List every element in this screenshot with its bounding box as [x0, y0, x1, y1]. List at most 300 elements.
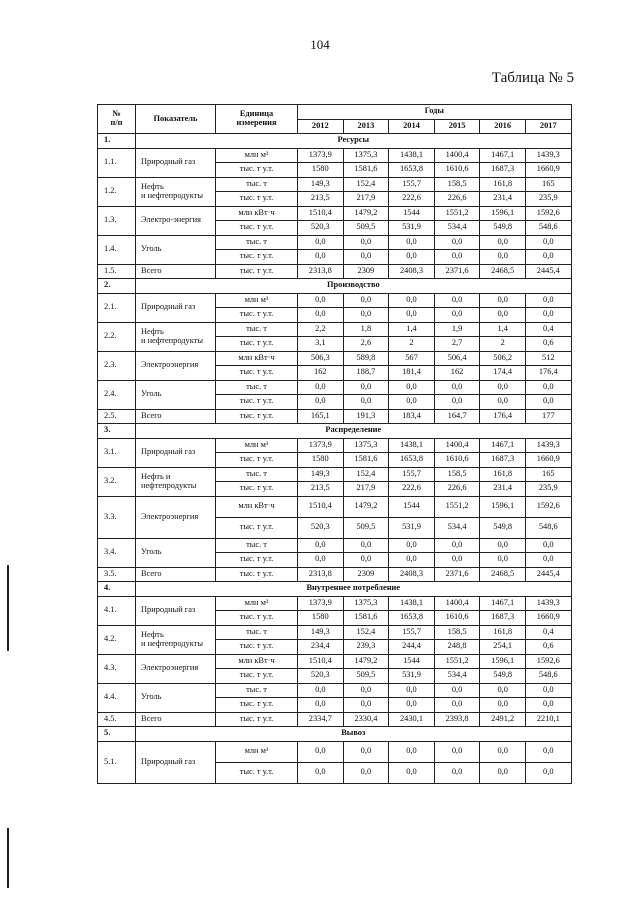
value-cell: 1660,9	[525, 163, 571, 178]
value-cell: 2408,3	[389, 264, 435, 279]
unit-cell: млн м³	[216, 293, 298, 308]
unit-cell: млн м³	[216, 741, 298, 762]
value-cell: 0,0	[298, 380, 344, 395]
value-cell: 2445,4	[525, 567, 571, 582]
value-cell: 176,4	[525, 366, 571, 381]
value-cell: 0,0	[525, 538, 571, 553]
table-row	[98, 148, 572, 163]
section-number: 2.	[98, 279, 136, 294]
value-cell: 222,6	[389, 482, 435, 497]
indicator-name: Электроэнергия	[136, 654, 216, 683]
value-cell: 2313,8	[298, 567, 344, 582]
value-cell: 2445,4	[525, 264, 571, 279]
unit-cell: тыс. т у.т.	[216, 712, 298, 727]
value-cell: 1653,8	[389, 163, 435, 178]
value-cell: 1610,6	[434, 163, 480, 178]
value-cell: 0,0	[298, 308, 344, 323]
value-cell: 0,0	[343, 250, 389, 265]
value-cell: 0,0	[298, 250, 344, 265]
value-cell: 0,0	[389, 698, 435, 713]
value-cell: 1375,3	[343, 438, 389, 453]
item-number: 1.1.	[98, 148, 136, 177]
table-row	[98, 683, 572, 698]
value-cell: 0,0	[298, 698, 344, 713]
value-cell: 2,7	[434, 337, 480, 352]
value-cell: 0,0	[525, 762, 571, 783]
indicator-name: Природный газ	[136, 148, 216, 177]
value-cell: 0,0	[389, 293, 435, 308]
value-cell: 191,3	[343, 409, 389, 424]
value-cell: 217,9	[343, 482, 389, 497]
value-cell: 1,9	[434, 322, 480, 337]
value-cell: 165	[525, 467, 571, 482]
table-row	[98, 712, 572, 727]
value-cell: 1581,6	[343, 453, 389, 468]
indicator-name: Нефть и нефтепродукты	[136, 625, 216, 654]
value-cell: 2468,5	[480, 264, 526, 279]
unit-cell: тыс. т у.т.	[216, 482, 298, 497]
value-cell: 1580	[298, 453, 344, 468]
value-cell: 217,9	[343, 192, 389, 207]
value-cell: 0,0	[434, 250, 480, 265]
value-cell: 1375,3	[343, 596, 389, 611]
value-cell: 0,0	[343, 683, 389, 698]
value-cell: 2,6	[343, 337, 389, 352]
value-cell: 2491,2	[480, 712, 526, 727]
value-cell: 1400,4	[434, 438, 480, 453]
value-cell: 152,4	[343, 177, 389, 192]
value-cell: 2334,7	[298, 712, 344, 727]
value-cell: 239,3	[343, 640, 389, 655]
value-cell: 549,8	[480, 517, 526, 538]
indicator-name: Нефть и нефтепродукты	[136, 177, 216, 206]
value-cell: 234,4	[298, 640, 344, 655]
value-cell: 162	[434, 366, 480, 381]
unit-cell: тыс. т у.т.	[216, 192, 298, 207]
page-number: 104	[310, 37, 330, 52]
value-cell: 0,0	[480, 308, 526, 323]
value-cell: 0,0	[343, 698, 389, 713]
value-cell: 1510,4	[298, 206, 344, 221]
indicator-name: Уголь	[136, 235, 216, 264]
value-cell: 161,8	[480, 177, 526, 192]
value-cell: 1687,3	[480, 453, 526, 468]
value-cell: 548,6	[525, 221, 571, 236]
unit-cell: тыс. т у.т.	[216, 366, 298, 381]
value-cell: 520,3	[298, 221, 344, 236]
table-row	[98, 293, 572, 308]
section-title: Вывоз	[136, 727, 572, 742]
value-cell: 534,4	[434, 221, 480, 236]
item-number: 1.2.	[98, 177, 136, 206]
table-row	[98, 741, 572, 762]
value-cell: 1479,2	[343, 654, 389, 669]
value-cell: 2468,5	[480, 567, 526, 582]
value-cell: 0,0	[480, 250, 526, 265]
indicator-name: Нефть и нефтепродукты	[136, 467, 216, 496]
table-row	[98, 538, 572, 553]
unit-cell: тыс. т у.т.	[216, 453, 298, 468]
value-cell: 2	[480, 337, 526, 352]
indicator-name: Природный газ	[136, 438, 216, 467]
value-cell: 2408,3	[389, 567, 435, 582]
header-year: 2013	[343, 119, 389, 134]
value-cell: 1596,1	[480, 654, 526, 669]
value-cell: 509,5	[343, 669, 389, 684]
value-cell: 549,8	[480, 669, 526, 684]
value-cell: 248,8	[434, 640, 480, 655]
value-cell: 1373,9	[298, 438, 344, 453]
section-row	[98, 424, 572, 439]
unit-cell: тыс. т у.т.	[216, 611, 298, 626]
value-cell: 506,2	[480, 351, 526, 366]
item-number: 4.1.	[98, 596, 136, 625]
indicator-name: Природный газ	[136, 293, 216, 322]
unit-cell: тыс. т у.т.	[216, 250, 298, 265]
value-cell: 2210,1	[525, 712, 571, 727]
value-cell: 1439,3	[525, 148, 571, 163]
value-cell: 1581,6	[343, 611, 389, 626]
value-cell: 176,4	[480, 409, 526, 424]
value-cell: 3,1	[298, 337, 344, 352]
item-number: 2.5.	[98, 409, 136, 424]
table-body	[98, 134, 572, 784]
value-cell: 158,5	[434, 177, 480, 192]
indicator-name: Электроэнергия	[136, 496, 216, 538]
value-cell: 2330,4	[343, 712, 389, 727]
unit-cell: тыс. т у.т.	[216, 762, 298, 783]
value-cell: 1596,1	[480, 496, 526, 517]
table-row	[98, 177, 572, 192]
value-cell: 0,0	[389, 741, 435, 762]
value-cell: 549,8	[480, 221, 526, 236]
value-cell: 1610,6	[434, 453, 480, 468]
value-cell: 213,5	[298, 192, 344, 207]
unit-cell: млн м³	[216, 438, 298, 453]
value-cell: 0,0	[389, 308, 435, 323]
value-cell: 1467,1	[480, 438, 526, 453]
unit-cell: млн м³	[216, 596, 298, 611]
value-cell: 0,0	[434, 683, 480, 698]
value-cell: 531,9	[389, 517, 435, 538]
value-cell: 0,0	[480, 395, 526, 410]
table-row	[98, 322, 572, 337]
value-cell: 213,5	[298, 482, 344, 497]
value-cell: 512	[525, 351, 571, 366]
energy-balance-table	[97, 104, 572, 784]
value-cell: 548,6	[525, 517, 571, 538]
indicator-name: Уголь	[136, 683, 216, 712]
value-cell: 0,0	[434, 308, 480, 323]
indicator-name: Природный газ	[136, 596, 216, 625]
value-cell: 1400,4	[434, 148, 480, 163]
value-cell: 2	[389, 337, 435, 352]
unit-cell: тыс. т	[216, 467, 298, 482]
value-cell: 0,0	[343, 741, 389, 762]
value-cell: 155,7	[389, 177, 435, 192]
value-cell: 1687,3	[480, 163, 526, 178]
value-cell: 1400,4	[434, 596, 480, 611]
value-cell: 0,0	[434, 538, 480, 553]
value-cell: 2371,6	[434, 264, 480, 279]
value-cell: 1438,1	[389, 148, 435, 163]
value-cell: 0,0	[434, 698, 480, 713]
value-cell: 2309	[343, 264, 389, 279]
indicator-name: Всего	[136, 712, 216, 727]
value-cell: 534,4	[434, 669, 480, 684]
header-year: 2016	[480, 119, 526, 134]
value-cell: 0,0	[480, 538, 526, 553]
value-cell: 161,8	[480, 625, 526, 640]
unit-cell: тыс. т у.т.	[216, 395, 298, 410]
unit-cell: млн кВт·ч	[216, 206, 298, 221]
section-title: Внутреннее потребление	[136, 582, 572, 597]
indicator-name: Природный газ	[136, 741, 216, 783]
table-row	[98, 264, 572, 279]
indicator-name: Всего	[136, 567, 216, 582]
value-cell: 1551,2	[434, 654, 480, 669]
value-cell: 0,0	[343, 395, 389, 410]
value-cell: 0,0	[434, 395, 480, 410]
table-row	[98, 351, 572, 366]
value-cell: 0,0	[480, 235, 526, 250]
unit-cell: млн кВт·ч	[216, 351, 298, 366]
value-cell: 0,0	[525, 380, 571, 395]
value-cell: 0,0	[525, 235, 571, 250]
item-number: 4.5.	[98, 712, 136, 727]
item-number: 4.2.	[98, 625, 136, 654]
header-unit: Единица измерения	[216, 105, 298, 134]
header-years-group: Годы	[298, 105, 572, 120]
value-cell: 0,0	[480, 762, 526, 783]
value-cell: 589,8	[343, 351, 389, 366]
indicator-name: Уголь	[136, 380, 216, 409]
value-cell: 520,3	[298, 517, 344, 538]
unit-cell: тыс. т у.т.	[216, 337, 298, 352]
value-cell: 1439,3	[525, 596, 571, 611]
value-cell: 0,0	[480, 380, 526, 395]
value-cell: 1580	[298, 611, 344, 626]
value-cell: 506,3	[298, 351, 344, 366]
value-cell: 1467,1	[480, 148, 526, 163]
indicator-name: Всего	[136, 409, 216, 424]
value-cell: 235,9	[525, 192, 571, 207]
value-cell: 1592,6	[525, 654, 571, 669]
value-cell: 1,8	[343, 322, 389, 337]
value-cell: 0,0	[389, 553, 435, 568]
section-row	[98, 582, 572, 597]
value-cell: 1592,6	[525, 496, 571, 517]
value-cell: 1581,6	[343, 163, 389, 178]
section-row	[98, 134, 572, 149]
item-number: 3.5.	[98, 567, 136, 582]
unit-cell: тыс. т у.т.	[216, 640, 298, 655]
table-row	[98, 409, 572, 424]
value-cell: 520,3	[298, 669, 344, 684]
value-cell: 2393,8	[434, 712, 480, 727]
value-cell: 0,0	[389, 235, 435, 250]
value-cell: 1660,9	[525, 453, 571, 468]
item-number: 2.1.	[98, 293, 136, 322]
table-row	[98, 235, 572, 250]
value-cell: 1,4	[480, 322, 526, 337]
value-cell: 226,6	[434, 192, 480, 207]
table-row	[98, 596, 572, 611]
value-cell: 222,6	[389, 192, 435, 207]
value-cell: 0,0	[389, 395, 435, 410]
value-cell: 2309	[343, 567, 389, 582]
table-row	[98, 567, 572, 582]
value-cell: 254,1	[480, 640, 526, 655]
value-cell: 0,0	[343, 553, 389, 568]
value-cell: 1373,9	[298, 596, 344, 611]
section-number: 5.	[98, 727, 136, 742]
table-row	[98, 380, 572, 395]
unit-cell: тыс. т у.т.	[216, 669, 298, 684]
item-number: 4.4.	[98, 683, 136, 712]
value-cell: 0,0	[389, 538, 435, 553]
value-cell: 1660,9	[525, 611, 571, 626]
item-number: 2.4.	[98, 380, 136, 409]
value-cell: 1479,2	[343, 206, 389, 221]
value-cell: 0,0	[434, 741, 480, 762]
header-year: 2012	[298, 119, 344, 134]
unit-cell: млн кВт·ч	[216, 654, 298, 669]
item-number: 2.2.	[98, 322, 136, 351]
value-cell: 181,4	[389, 366, 435, 381]
value-cell: 1551,2	[434, 206, 480, 221]
value-cell: 2371,6	[434, 567, 480, 582]
unit-cell: млн м³	[216, 148, 298, 163]
table-caption: Таблица № 5	[491, 70, 574, 86]
value-cell: 183,4	[389, 409, 435, 424]
value-cell: 0,0	[298, 293, 344, 308]
value-cell: 0,0	[298, 741, 344, 762]
value-cell: 0,0	[525, 698, 571, 713]
value-cell: 235,9	[525, 482, 571, 497]
unit-cell: тыс. т у.т.	[216, 221, 298, 236]
header-num: № п/п	[98, 105, 136, 134]
value-cell: 152,4	[343, 467, 389, 482]
section-row	[98, 727, 572, 742]
value-cell: 1592,6	[525, 206, 571, 221]
value-cell: 1544	[389, 654, 435, 669]
item-number: 3.2.	[98, 467, 136, 496]
value-cell: 531,9	[389, 669, 435, 684]
unit-cell: тыс. т	[216, 235, 298, 250]
value-cell: 0,0	[434, 293, 480, 308]
unit-cell: тыс. т у.т.	[216, 567, 298, 582]
scan-margin-line	[7, 828, 9, 888]
unit-cell: млн кВт·ч	[216, 496, 298, 517]
item-number: 2.3.	[98, 351, 136, 380]
value-cell: 0,0	[480, 698, 526, 713]
value-cell: 0,0	[525, 395, 571, 410]
indicator-name: Электро-энергия	[136, 206, 216, 235]
value-cell: 0,0	[389, 250, 435, 265]
value-cell: 1653,8	[389, 611, 435, 626]
value-cell: 0,0	[343, 762, 389, 783]
value-cell: 1551,2	[434, 496, 480, 517]
value-cell: 0,0	[434, 235, 480, 250]
section-number: 3.	[98, 424, 136, 439]
value-cell: 534,4	[434, 517, 480, 538]
scan-margin-line	[7, 565, 9, 651]
value-cell: 0,0	[480, 553, 526, 568]
value-cell: 165	[525, 177, 571, 192]
value-cell: 0,0	[525, 553, 571, 568]
value-cell: 531,9	[389, 221, 435, 236]
header-year: 2015	[434, 119, 480, 134]
value-cell: 0,0	[480, 741, 526, 762]
value-cell: 1544	[389, 206, 435, 221]
item-number: 1.3.	[98, 206, 136, 235]
value-cell: 0,4	[525, 625, 571, 640]
value-cell: 1610,6	[434, 611, 480, 626]
unit-cell: тыс. т у.т.	[216, 264, 298, 279]
value-cell: 1544	[389, 496, 435, 517]
value-cell: 1596,1	[480, 206, 526, 221]
unit-cell: тыс. т у.т.	[216, 698, 298, 713]
section-row	[98, 279, 572, 294]
value-cell: 155,7	[389, 625, 435, 640]
item-number: 3.3.	[98, 496, 136, 538]
section-title: Ресурсы	[136, 134, 572, 149]
value-cell: 2,2	[298, 322, 344, 337]
table-row	[98, 467, 572, 482]
unit-cell: тыс. т у.т.	[216, 409, 298, 424]
value-cell: 0,0	[389, 683, 435, 698]
value-cell: 0,4	[525, 322, 571, 337]
value-cell: 1373,9	[298, 148, 344, 163]
value-cell: 231,4	[480, 192, 526, 207]
value-cell: 0,0	[343, 308, 389, 323]
item-number: 4.3.	[98, 654, 136, 683]
unit-cell: тыс. т	[216, 322, 298, 337]
header-year: 2017	[525, 119, 571, 134]
value-cell: 231,4	[480, 482, 526, 497]
value-cell: 2430,1	[389, 712, 435, 727]
value-cell: 0,0	[525, 250, 571, 265]
unit-cell: тыс. т	[216, 177, 298, 192]
value-cell: 0,0	[343, 380, 389, 395]
value-cell: 155,7	[389, 467, 435, 482]
value-cell: 158,5	[434, 625, 480, 640]
value-cell: 0,6	[525, 337, 571, 352]
value-cell: 0,0	[298, 538, 344, 553]
value-cell: 1653,8	[389, 453, 435, 468]
value-cell: 174,4	[480, 366, 526, 381]
item-number: 3.4.	[98, 538, 136, 567]
value-cell: 158,5	[434, 467, 480, 482]
value-cell: 509,5	[343, 221, 389, 236]
value-cell: 162	[298, 366, 344, 381]
value-cell: 0,0	[525, 308, 571, 323]
value-cell: 1439,3	[525, 438, 571, 453]
item-number: 1.5.	[98, 264, 136, 279]
value-cell: 506,4	[434, 351, 480, 366]
unit-cell: тыс. т	[216, 380, 298, 395]
value-cell: 0,0	[343, 293, 389, 308]
unit-cell: тыс. т	[216, 538, 298, 553]
unit-cell: тыс. т у.т.	[216, 163, 298, 178]
item-number: 1.4.	[98, 235, 136, 264]
table-row	[98, 496, 572, 517]
indicator-name: Нефть и нефтепродукты	[136, 322, 216, 351]
value-cell: 188,7	[343, 366, 389, 381]
unit-cell: тыс. т	[216, 683, 298, 698]
value-cell: 161,8	[480, 467, 526, 482]
